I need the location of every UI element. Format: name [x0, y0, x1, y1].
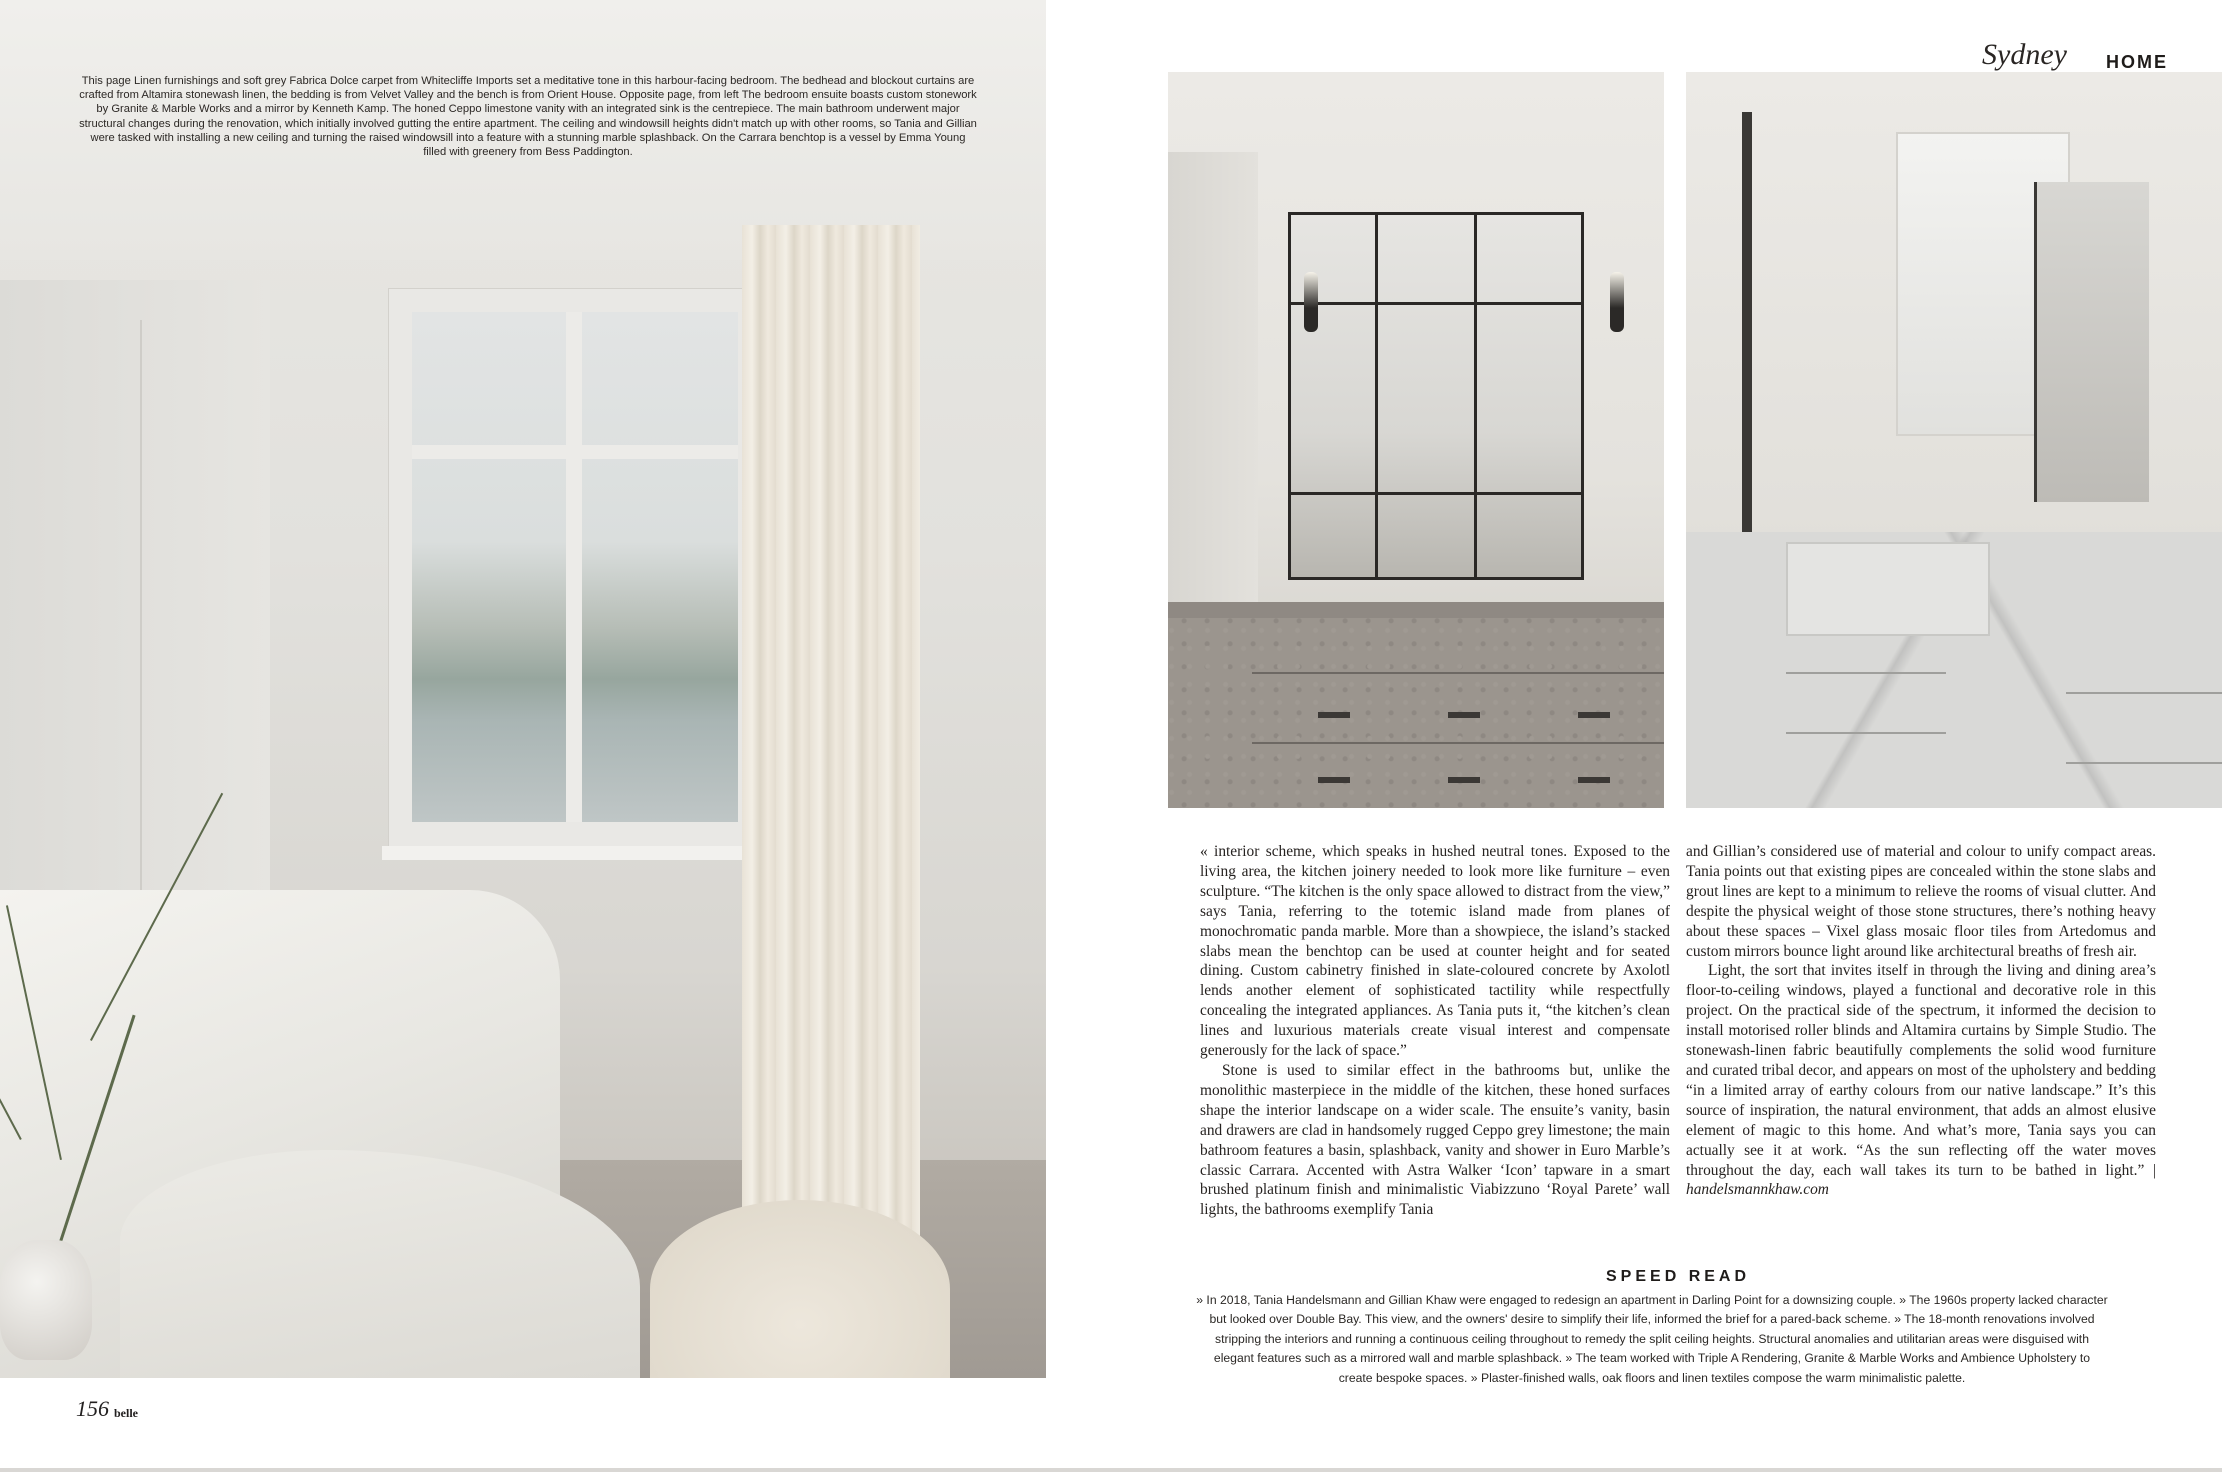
bathroom-drawer-line [1786, 672, 1946, 674]
photo-curtain-pool [650, 1200, 950, 1378]
ensuite-benchtop [1168, 602, 1664, 618]
ensuite-drawer-pull [1448, 777, 1480, 783]
photo-wardrobe-seam [140, 320, 142, 960]
main-bathroom-photo [1686, 72, 2222, 808]
article-paragraph: « interior scheme, which speaks in hushed neutral tones. Exposed to the living area, the kitchen joinery needed to look more like furniture – even sculpture. “The kitchen is the only space allowed to distract from the view,” says Tania, referring to the totemic island made from planes of monochromatic panda marble. More than a showpiece, the island’s stacked slabs mean the benchtop can be used at counter height and for seated dining. Custom cabinetry finished in slate-coloured concrete by Axolotl lends another element of sophisticated tactility while respectfully concealing the integrated appliances. As Tania puts it, “the kitchen’s clean lines and luxurious materials create visual interest and compensate generously for the lack of space.” [1200, 843, 1670, 1060]
ensuite-drawer-pull [1578, 777, 1610, 783]
photo-window-sill [382, 846, 766, 860]
ensuite-drawer-pull [1318, 712, 1350, 718]
page-number: 156 [76, 1396, 109, 1421]
article-column-1 [1200, 842, 1670, 1220]
article-paragraph: and Gillian’s considered use of material and colour to unify compact areas. Tania points out that existing pipes are concealed within the stone slabs and grout lines are kept to a minimum to relieve the rooms of visual clutter. And despite the physical weight of those stone structures, there’s nothing heavy about these spaces – Vixel glass mosaic floor tiles from Artedomus and custom mirrors bounce light around like architectural breaths of fresh air. [1686, 843, 2156, 960]
end-mark: | [2144, 1161, 2156, 1179]
ensuite-wall [1168, 152, 1258, 672]
ensuite-mirror-transom [1288, 302, 1584, 305]
speed-read-title: SPEED READ [1606, 1268, 1751, 1285]
speed-read-text: » In 2018, Tania Handelsmann and Gillian Khaw were engaged to redesign an apartment in Darling Point for a downsizing couple. » The 1960s property lacked character but looked over Double Bay. This view, and the owners' desire to simplify their life, informed the brief for a pared-back scheme. » The 18-month renovations involved stripping the interiors and running a continuous ceiling throughout to remedy the split ceiling heights. Structural anomalies and utilitarian areas were disguised with elegant features such as a mirrored wall and marble splashback. » The team worked with Triple A Rendering, Granite & Marble Works and Ambience Upholstery to create bespoke spaces. » Plaster-finished walls, oak floors and linen textiles compose the warm minimalistic palette. [1196, 1293, 2108, 1385]
bathroom-drawer-line [2066, 692, 2222, 694]
magazine-name: belle [114, 1406, 138, 1420]
ensuite-drawer-line [1252, 742, 1664, 744]
ensuite-drawer-pull [1578, 712, 1610, 718]
ensuite-grid-mirror [1288, 212, 1584, 580]
photo-linen-curtain [742, 225, 920, 1355]
bathroom-basin [1786, 542, 1990, 636]
ensuite-wall-light [1304, 272, 1318, 332]
ensuite-drawer-pull [1448, 712, 1480, 718]
bathroom-drawer-line [2066, 762, 2222, 764]
photo-window-mullion [566, 312, 582, 822]
article-column-2 [1686, 842, 2156, 1200]
ensuite-photo [1168, 72, 1664, 808]
ensuite-mirror-mullion [1375, 212, 1378, 580]
photo-caption: This page Linen furnishings and soft grey Fabrica Dolce carpet from Whitecliffe Imports set a meditative tone in this harbour-facing bedroom. The bedhead and blockout curtains are crafted from Altamira stonewash linen, the bedding is from Velvet Valley and the bench is from Orient House. Opposite page, from left The bedroom ensuite boasts custom stonework by Granite & Marble Works and a mirror by Kenneth Kamp. The honed Ceppo limestone vanity with an integrated sink is the centrepiece. The main bathroom underwent major structural changes during the renovation, which initially involved gutting the entire apartment. The ceiling and windowsill heights didn't match up with other rooms, so Tania and Gillian were tasked with installing a new ceiling and turning the raised windowsill into a feature with a stunning marble splashback. On the Carrara benchtop is a vessel by Emma Young filled with greenery from Bess Paddington. [79, 75, 977, 159]
bathroom-drawer-line [1786, 732, 1946, 734]
ensuite-drawer-line [1252, 672, 1664, 674]
header-section: HOME [2106, 52, 2168, 72]
ensuite-mirror-transom [1288, 492, 1584, 495]
designer-website-link[interactable]: handelsmannkhaw.com [1686, 1181, 1829, 1199]
header-city: Sydney [1982, 38, 2067, 71]
ensuite-drawer-pull [1318, 777, 1350, 783]
photo-window-transom [412, 445, 738, 459]
article-paragraph: Stone is used to similar effect in the bathrooms but, unlike the monolithic masterpiece in the middle of the kitchen, these honed surfaces shape the interior landscape on a wider scale. The ensuite’s vanity, basin and drawers are clad in handsomely rugged Ceppo grey limestone; the main bathroom features a basin, splashback, vanity and shower in Euro Marble’s classic Carrara. Accented with Astra Walker ‘Icon’ tapware in a smart brushed platinum finish and minimalistic Viabizzuno ‘Royal Parete’ wall lights, the bathrooms exemplify Tania [1200, 1061, 1670, 1219]
photo-vase [0, 1240, 92, 1360]
ensuite-wall-light [1610, 272, 1624, 332]
photo-wardrobe-wall [0, 280, 270, 980]
ensuite-mirror-mullion [1474, 212, 1477, 580]
bedroom-photo [0, 0, 1046, 1378]
bottom-divider [0, 1468, 2222, 1472]
article-paragraph-text: Light, the sort that invites itself in through the living and dining area’s floor-to-ceiling windows, played a functional and decorative role in this project. On the practical side of the spectrum, it informed the decision to install motorised roller blinds and Altamira curtains by Simple Studio. The stonewash-linen fabric beautifully complements the solid wood furniture and curated tribal decor, and appears on most of the upholstery and bedding “in a limited array of earthy colours from our native landscape.” It’s this source of inspiration, the natural environment, that adds an almost elusive element of magic to this home. And what’s more, Tania says you can actually see it at work. “As the sun reflecting off the water moves throughout the day, each wall takes its turn to be bathed in light.” [1686, 962, 2156, 1179]
bathroom-mirror [2034, 182, 2149, 502]
article-paragraph-final [1686, 961, 2156, 1200]
